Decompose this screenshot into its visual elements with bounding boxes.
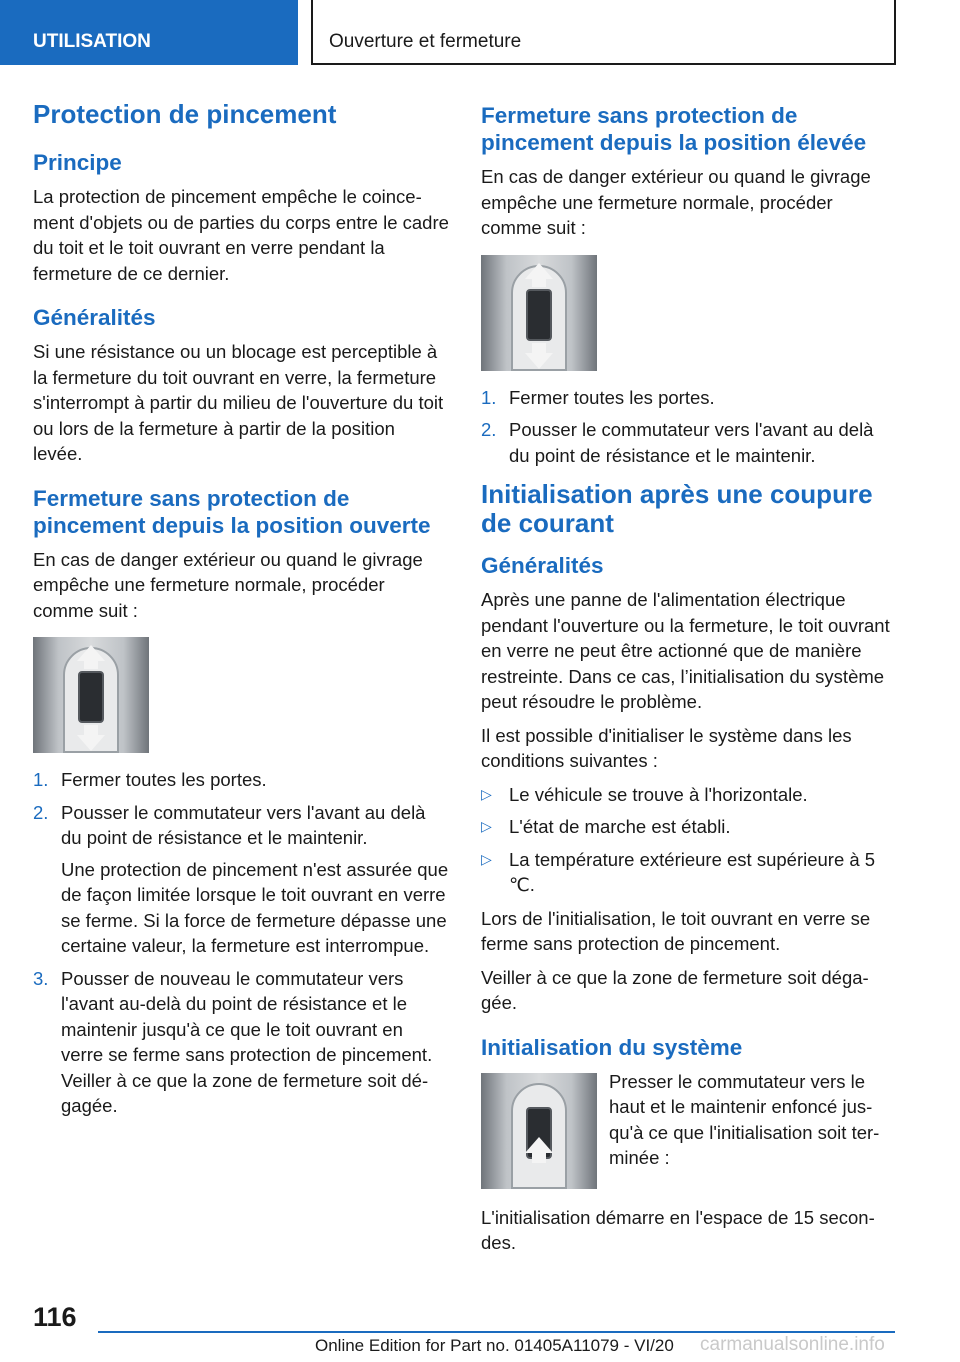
paragraph-fermeture-intro: En cas de danger extérieur ou quand le givrage empêche une fermeture normale, procéder comme suit : bbox=[33, 548, 423, 621]
heading-fermeture-ouverte: Fermeture sans protection de pincement depuis la position ouverte bbox=[33, 485, 431, 538]
left-column bbox=[33, 100, 449, 1127]
step-number: 3. bbox=[33, 967, 49, 989]
section-title-initialisation: Initialisation après une coupure de courant bbox=[481, 479, 873, 538]
switch-press-up-illustration bbox=[481, 1073, 597, 1189]
step-text: Fermer toutes les portes. bbox=[61, 769, 267, 790]
steps-list-left bbox=[33, 767, 449, 1119]
paragraph-init-info: Lors de l'initialisation, le toit ouvrant en verre se ferme sans protection de pincement. bbox=[481, 907, 871, 954]
step-number: 2. bbox=[481, 419, 497, 440]
chapter-title: Ouverture et fermeture bbox=[311, 0, 896, 65]
step-number: 1. bbox=[481, 386, 497, 408]
heading-initialisation-systeme: Initialisation du système bbox=[481, 1034, 743, 1060]
paragraph-init-warning: Veiller à ce que la zone de fermeture soit dégagée. bbox=[481, 966, 869, 1013]
step-text: Pousser le commutateur vers l'avant au delà du point de résistance et le maintenir. bbox=[509, 419, 874, 466]
heading-fermeture-elevee: Fermeture sans protection de pincement depuis la position élevée bbox=[481, 103, 867, 155]
arrow-down-icon bbox=[77, 735, 105, 751]
heading-principe: Principe bbox=[33, 150, 122, 175]
roof-switch-icon bbox=[526, 289, 552, 341]
section-title: Protection de pincement bbox=[33, 99, 337, 129]
paragraph-conditions-intro: Il est possible d'initialiser le système dans les conditions suivantes : bbox=[481, 724, 852, 771]
arrow-up-icon bbox=[525, 263, 553, 279]
step-text: Pousser de nouveau le commutateur vers l'avant au-delà du point de résistance et le maintenir jusqu'à ce que le toit ouvrant en verre se ferme sans protection de pincement. Veiller à ce que la zone de fermeture soit dégagée. bbox=[61, 967, 433, 1116]
list-item bbox=[481, 814, 897, 840]
bullet-triangle-icon: ▷ bbox=[481, 785, 492, 802]
bullet-triangle-icon: ▷ bbox=[481, 818, 492, 834]
step-number: 1. bbox=[33, 769, 49, 790]
paragraph-generalites: Si une résistance ou un blocage est perceptible à la fermeture du toit ouvrant en verre, la fermeture s'interrompt à partir du milieu de l'ouverture du toit ou lors de la fermeture à partir de la position levée. bbox=[33, 341, 444, 464]
condition-text: Le véhicule se trouve à l'horizontale. bbox=[509, 783, 808, 805]
switch-push-forward-illustration bbox=[33, 637, 149, 753]
conditions-list bbox=[481, 782, 897, 898]
step-text: Fermer toutes les portes. bbox=[509, 386, 715, 408]
switch-push-forward-illustration bbox=[481, 255, 597, 371]
arrow-up-icon bbox=[77, 645, 105, 661]
list-item bbox=[481, 847, 897, 898]
paragraph-final: L'initialisation démarre en l'espace de 15 secondes. bbox=[481, 1206, 875, 1253]
paragraph-principe: La protection de pincement empêche le coincement d'objets ou de parties du corps entre le cadre du toit et le toit ouvrant en verre pendant la fermeture de ce dernier. bbox=[33, 186, 449, 284]
step-number: 2. bbox=[33, 801, 49, 823]
list-item bbox=[33, 800, 449, 959]
page-number: 116 bbox=[33, 1302, 77, 1332]
step-note: Une protection de pincement n'est assurée que de façon limitée lorsque le toit ouvrant en verre se ferme. Si la force de fermeture dépasse une certaine valeur, la fermeture est interrompue. bbox=[61, 858, 449, 956]
watermark: carmanualsonline.info bbox=[700, 1334, 885, 1355]
paragraph-generalites: Après une panne de l'alimentation électrique pendant l'ouverture ou la fermeture, le toit ouvrant en verre ne peut être actionné que de manière restreinte. Dans ce cas, l’initialisation du système peut résoudre le problème. bbox=[481, 589, 890, 712]
list-item bbox=[481, 782, 897, 808]
footer-edition: Online Edition for Part no. 01405A11079 - VI/20 bbox=[315, 1336, 674, 1355]
list-item bbox=[481, 385, 897, 411]
right-column bbox=[481, 102, 897, 1264]
bullet-triangle-icon: ▷ bbox=[481, 850, 492, 867]
heading-generalites: Généralités bbox=[481, 553, 604, 578]
footer-divider bbox=[98, 1331, 895, 1333]
paragraph-systeme: Presser le commutateur vers le haut et le maintenir enfoncé jusqu'à ce que l'initialisation soit terminée : bbox=[609, 1070, 880, 1168]
list-item bbox=[481, 417, 897, 468]
arrow-up-icon bbox=[525, 1137, 553, 1153]
arrow-down-icon bbox=[525, 353, 553, 369]
roof-switch-icon bbox=[78, 671, 104, 723]
condition-text: La température extérieure est supérieure à 5 ℃. bbox=[509, 848, 876, 895]
section-tab: UTILISATION bbox=[0, 0, 298, 65]
paragraph-fermeture-intro: En cas de danger extérieur ou quand le givrage empêche une fermeture normale, procéder comme suit : bbox=[481, 166, 871, 238]
step-text: Pousser le commutateur vers l'avant au delà du point de résistance et le maintenir. bbox=[61, 801, 426, 848]
condition-text: L'état de marche est établi. bbox=[509, 816, 731, 837]
heading-generalites: Généralités bbox=[33, 305, 156, 330]
steps-list-right bbox=[481, 385, 897, 469]
systeme-block bbox=[481, 1069, 897, 1195]
list-item bbox=[33, 966, 449, 1119]
list-item bbox=[33, 767, 449, 793]
